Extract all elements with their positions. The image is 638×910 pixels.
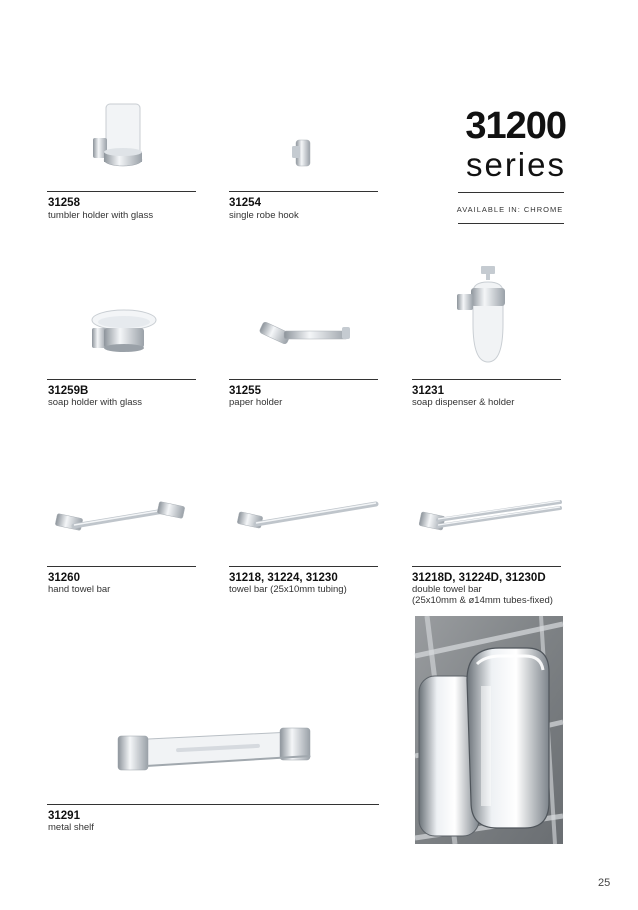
tumbler-holder-image <box>90 100 150 175</box>
product-description: soap dispenser & holder <box>412 397 515 408</box>
metal-shelf-image <box>114 722 314 774</box>
hand-towel-bar-image <box>52 500 187 536</box>
product-rule <box>47 191 196 192</box>
product-rule <box>47 804 379 805</box>
series-word: series <box>465 146 566 183</box>
product-code: 31218D, 31224D, 31230D <box>412 572 546 584</box>
series-rule-top <box>458 192 564 193</box>
product-rule <box>47 379 196 380</box>
product-code: 31291 <box>48 810 80 822</box>
product-code: 31231 <box>412 385 444 397</box>
series-rule-bottom <box>458 223 564 224</box>
product-description: soap holder with glass <box>48 397 142 408</box>
product-code: 31218, 31224, 31230 <box>229 572 338 584</box>
product-rule <box>412 566 561 567</box>
robe-hook-closeup-photo <box>415 616 563 844</box>
product-rule <box>229 566 378 567</box>
product-description: paper holder <box>229 397 283 408</box>
availability-label: AVAILABLE IN: CHROME <box>456 205 564 214</box>
paper-holder-image <box>258 323 354 347</box>
towel-bar-image <box>234 500 380 536</box>
page-number: 25 <box>598 877 611 889</box>
product-description: towel bar (25x10mm tubing) <box>229 584 347 595</box>
product-rule <box>229 379 378 380</box>
product-description: tumbler holder with glass <box>48 210 154 221</box>
double-towel-bar-image <box>416 498 562 538</box>
product-code: 31254 <box>229 197 261 209</box>
product-description: single robe hook <box>229 210 299 221</box>
product-rule <box>412 379 561 380</box>
soap-holder-image <box>88 306 158 356</box>
product-description: metal shelf <box>48 822 94 833</box>
product-code: 31255 <box>229 385 261 397</box>
series-number: 31200 <box>465 105 566 147</box>
product-code: 31260 <box>48 572 80 584</box>
product-code: 31258 <box>48 197 80 209</box>
product-rule <box>229 191 378 192</box>
robe-hook-image <box>290 138 314 168</box>
product-description: double towel bar <box>412 584 482 595</box>
soap-dispenser-image <box>455 264 515 364</box>
product-code: 31259B <box>48 385 89 397</box>
product-description-detail: (25x10mm & ø14mm tubes-fixed) <box>412 595 553 606</box>
product-rule <box>47 566 196 567</box>
product-description: hand towel bar <box>48 584 111 595</box>
